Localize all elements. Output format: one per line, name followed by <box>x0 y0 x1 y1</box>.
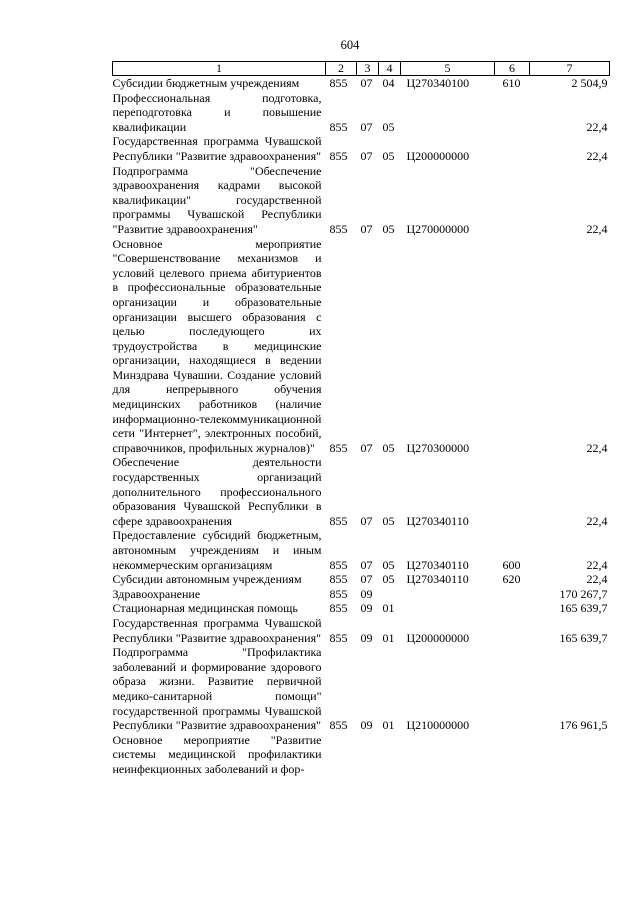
table-row <box>113 237 610 456</box>
row-vr: 600 <box>502 557 521 572</box>
row-target: Ц270340110 <box>406 513 469 528</box>
table-row <box>113 587 610 602</box>
row-subsection: 05 <box>382 440 395 455</box>
row-ministry: 855 <box>329 513 348 528</box>
row-vr: 620 <box>502 572 521 587</box>
col-header-7: 7 <box>530 62 610 76</box>
row-subsection <box>379 587 401 602</box>
table-row <box>113 616 610 645</box>
row-subsection: 05 <box>382 572 395 587</box>
row-ministry: 855 <box>329 440 348 455</box>
row-name: Здравоохранение <box>112 586 201 601</box>
row-target: Ц200000000 <box>406 148 470 163</box>
row-name: Профессиональная подготовка, переподготовка и повышение квалификации <box>112 90 322 134</box>
row-name: Стационарная медицинская помощь <box>112 601 298 616</box>
row-vr <box>495 164 530 237</box>
row-target: Ц270340110 <box>406 572 469 587</box>
row-vr <box>495 645 530 733</box>
table-row <box>113 76 610 91</box>
table-row <box>113 572 610 587</box>
row-ministry: 855 <box>329 221 348 236</box>
row-ministry: 855 <box>329 76 348 90</box>
row-subsection: 05 <box>382 557 395 572</box>
row-name: Государственная программа Чувашской Республики "Развитие здравоохранения" <box>112 615 322 645</box>
row-section: 07 <box>360 148 373 163</box>
row-section: 07 <box>360 119 373 134</box>
row-sum: 22,4 <box>586 148 608 163</box>
row-sum <box>530 733 610 777</box>
row-sum: 22,4 <box>586 513 608 528</box>
row-sum: 2 504,9 <box>571 76 608 90</box>
row-ministry: 855 <box>329 148 348 163</box>
row-ministry: 855 <box>329 601 348 616</box>
row-vr <box>495 587 530 602</box>
row-sum: 22,4 <box>586 572 608 587</box>
row-sum: 22,4 <box>586 119 608 134</box>
row-target <box>401 601 495 616</box>
row-sum: 176 961,5 <box>559 718 608 733</box>
row-sum: 165 639,7 <box>559 601 608 616</box>
row-name: Подпрограмма "Профилактика заболеваний и формирование здорового образа жизни. Развитие первичной медико-санитарной помощи" государственной программы Чувашской Республики "Развитие здравоохранения" <box>112 645 322 733</box>
row-ministry: 855 <box>329 119 348 134</box>
row-section: 07 <box>360 572 373 587</box>
row-sum: 22,4 <box>586 440 608 455</box>
table-row <box>113 645 610 733</box>
row-target: Ц270340110 <box>406 557 469 572</box>
row-target: Ц200000000 <box>406 630 470 645</box>
row-target <box>401 91 495 135</box>
row-sum: 165 639,7 <box>559 630 608 645</box>
row-subsection: 05 <box>382 119 395 134</box>
row-name: Предоставление субсидий бюджетным, автономным учреждениям и иным некоммерческим организациям <box>112 528 322 572</box>
table-row <box>113 455 610 528</box>
row-subsection: 01 <box>382 601 395 616</box>
row-subsection: 05 <box>382 513 395 528</box>
row-vr <box>495 733 530 777</box>
page-number: 604 <box>340 38 360 52</box>
row-vr <box>495 455 530 528</box>
row-subsection: 05 <box>382 221 395 236</box>
row-ministry: 855 <box>329 718 348 733</box>
col-header-4: 4 <box>379 62 401 76</box>
row-ministry: 855 <box>329 630 348 645</box>
row-section: 07 <box>360 513 373 528</box>
row-target: Ц210000000 <box>406 718 470 733</box>
table-row <box>113 528 610 572</box>
row-ministry: 855 <box>329 557 348 572</box>
header-row <box>113 62 610 76</box>
row-target <box>401 733 495 777</box>
row-vr <box>495 237 530 456</box>
col-header-3: 3 <box>357 62 379 76</box>
row-sum: 22,4 <box>586 557 608 572</box>
row-section: 09 <box>360 586 373 601</box>
row-section: 09 <box>360 601 373 616</box>
row-sum: 22,4 <box>586 221 608 236</box>
row-ministry: 855 <box>329 572 348 587</box>
table-row <box>113 134 610 163</box>
row-section: 07 <box>360 76 373 90</box>
row-section: 07 <box>360 557 373 572</box>
row-vr <box>495 134 530 163</box>
table-row <box>113 733 610 777</box>
row-section: 09 <box>360 630 373 645</box>
row-target: Ц270000000 <box>406 221 470 236</box>
table-row <box>113 91 610 135</box>
row-sum: 170 267,7 <box>559 586 608 601</box>
col-header-1: 1 <box>113 62 326 76</box>
row-name: Основное мероприятие "Развитие системы медицинской профилактики неинфекционных заболеваний и фор- <box>112 732 322 776</box>
row-subsection: 01 <box>382 630 395 645</box>
col-header-5: 5 <box>401 62 495 76</box>
row-subsection: 01 <box>382 718 395 733</box>
row-vr <box>495 616 530 645</box>
row-name: Основное мероприятие "Совершенствование механизмов и условий целевого приема абитуриентов в профессиональные образовательные организации и образовательные организации высшего образования с целью последующего их трудоустройства в медицинские организации, находящиеся в ведении Минздрава Чувашии. Создание условий для непрерывного обучения медицинских работников (наличие информационно-телекоммуникационной сети "Интернет", электронных пособий, справочников, профильных журналов)" <box>112 236 322 455</box>
row-name: Обеспечение деятельности государственных организаций дополнительного профессионального образования Чувашской Республики в сфере здравоохранения <box>112 455 322 528</box>
table-row <box>113 164 610 237</box>
row-target: Ц270340100 <box>406 76 470 90</box>
row-name: Государственная программа Чувашской Республики "Развитие здравоохранения" <box>112 134 322 163</box>
budget-table <box>112 61 610 777</box>
col-header-2: 2 <box>326 62 357 76</box>
row-vr <box>495 601 530 616</box>
table-row <box>113 601 610 616</box>
row-name: Подпрограмма "Обеспечение здравоохранения кадрами высокой квалификации" государственной программы Чувашской Республики "Развитие здравоохранения" <box>112 163 322 236</box>
row-subsection: 05 <box>382 148 395 163</box>
row-target <box>401 587 495 602</box>
row-subsection <box>379 733 401 777</box>
row-ministry: 855 <box>329 586 348 601</box>
row-vr: 610 <box>502 76 521 90</box>
row-target: Ц270300000 <box>406 440 470 455</box>
row-section: 09 <box>360 718 373 733</box>
row-name: Субсидии бюджетным учреждениям <box>112 76 300 90</box>
row-section <box>357 733 379 777</box>
row-vr <box>495 91 530 135</box>
col-header-6: 6 <box>495 62 530 76</box>
row-section: 07 <box>360 221 373 236</box>
row-section: 07 <box>360 440 373 455</box>
row-name: Субсидии автономным учреждениям <box>112 572 302 587</box>
row-subsection: 04 <box>382 76 395 90</box>
row-ministry <box>326 733 357 777</box>
